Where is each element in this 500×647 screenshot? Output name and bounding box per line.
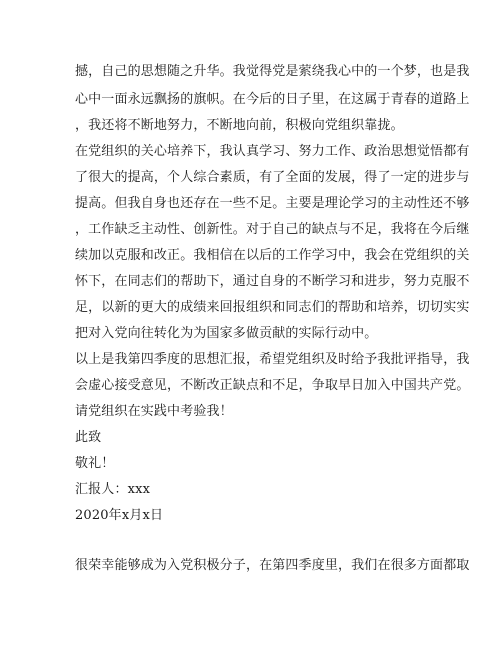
- text-line: 以上是我第四季度的思想汇报，希望党组织及时给予我批评指导，我: [75, 352, 470, 367]
- date-line: 2020年x月x日: [75, 508, 164, 523]
- text-line: 在党组织的关心培养下，我认真学习、努力工作、政治思想觉悟都有: [75, 144, 470, 159]
- text-line: 撼，自己的思想随之升华。我觉得党是萦绕我心中的一个梦，也是我: [75, 64, 470, 79]
- salutation: 敬礼！: [75, 456, 115, 471]
- text-line: 很荣幸能够成为入党积极分子，在第四季度里，我们在很多方面都取: [75, 558, 470, 573]
- text-line: 心中一面永远飘扬的旗帜。在今后的日子里，在这属于青春的道路上: [75, 92, 470, 107]
- text-line: ，工作缺乏主动性、创新性。对于自己的缺点与不足，我将在今后继: [75, 222, 470, 237]
- text-line: 怀下，在同志们的帮助下，通过自身的不断学习和进步，努力克服不: [75, 274, 470, 289]
- text-line: 把对入党向往转化为为国家多做贡献的实际行动中。: [75, 326, 378, 341]
- salutation: 此致: [75, 430, 102, 445]
- reporter-line: 汇报人：xxx: [75, 482, 151, 497]
- text-line: 提高。但我自身也还存在一些不足。主要是理论学习的主动性还不够: [75, 196, 470, 211]
- text-line: ，我还将不断地努力，不断地向前，积极向党组织靠拢。: [75, 118, 404, 133]
- text-line: 会虚心接受意见，不断改正缺点和不足，争取早日加入中国共产党。: [75, 378, 470, 393]
- text-line: 了很大的提高，个人综合素质，有了全面的发展，得了一定的进步与: [75, 170, 470, 185]
- text-line: 请党组织在实践中考验我！: [75, 404, 233, 419]
- text-line: 足，以新的更大的成绩来回报组织和同志们的帮助和培养，切切实实: [75, 300, 470, 315]
- text-line: 续加以克服和改正。我相信在以后的工作学习中，我会在党组织的关: [75, 248, 470, 263]
